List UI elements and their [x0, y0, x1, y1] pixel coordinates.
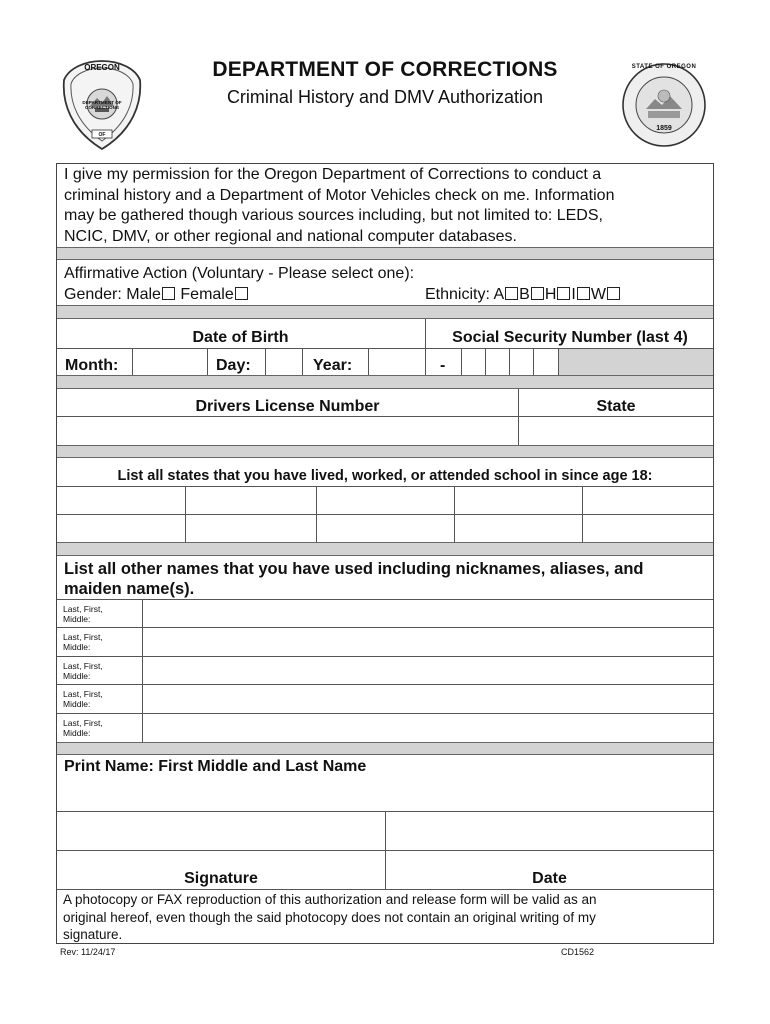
signature-field[interactable] [57, 812, 385, 850]
rule [57, 850, 713, 851]
month-field[interactable] [133, 349, 207, 375]
permission-text [64, 165, 709, 247]
page-subtitle: Criminal History and DMV Authorization [226, 87, 544, 107]
license-state-heading: State [596, 398, 636, 415]
permission-line: I give my permission for the Oregon Department of Corrections to conduct a [64, 166, 602, 183]
year-label: Year: [313, 357, 353, 374]
other-name-field[interactable] [143, 600, 713, 627]
print-name-label: Print Name: First Middle and Last Name [64, 758, 367, 775]
ethnicity-label: Ethnicity: [425, 286, 490, 303]
left-seal-bottom-text: OF [98, 132, 106, 138]
name-row-label-line: Middle: [63, 671, 91, 681]
state-entry-field[interactable] [455, 515, 582, 542]
male-checkbox[interactable] [162, 287, 175, 300]
revision-date: Rev: 11/24/17 [60, 947, 116, 957]
right-seal-year: 1859 [656, 125, 672, 132]
gender-label: Gender: [64, 286, 122, 303]
female-checkbox[interactable] [235, 287, 248, 300]
ethnicity-b-label: B [519, 286, 530, 303]
state-entry-field[interactable] [317, 487, 454, 514]
state-entry-field[interactable] [186, 487, 316, 514]
ssn-digit-1[interactable] [462, 349, 485, 375]
drivers-license-field[interactable] [57, 417, 518, 445]
ethnicity-a-label: A [493, 286, 505, 303]
disclaimer-line: signature. [63, 927, 123, 942]
name-row-label-line: Last, First, [63, 604, 103, 614]
ssn-heading: Social Security Number (last 4) [452, 329, 688, 346]
date-label: Date [532, 870, 567, 887]
name-row-label-line: Middle: [63, 728, 91, 738]
print-name-field[interactable] [57, 778, 713, 811]
permission-line: NCIC, DMV, or other regional and national computer databases. [64, 227, 517, 245]
gender-row [64, 285, 249, 306]
right-seal-ring-text: STATE OF OREGON [631, 64, 697, 70]
affirmative-action-heading: Affirmative Action (Voluntary - Please select one): [64, 265, 415, 282]
rule [425, 319, 426, 375]
male-label: Male [126, 286, 161, 303]
ethnicity-h-checkbox[interactable] [557, 287, 570, 300]
name-row-label [63, 689, 103, 709]
state-entry-field[interactable] [57, 515, 185, 542]
name-row-label-line: Middle: [63, 699, 91, 709]
day-label: Day: [216, 357, 251, 374]
dob-heading: Date of Birth [192, 329, 289, 346]
ssn-dash: - [440, 357, 446, 374]
rule [207, 349, 208, 375]
other-name-field[interactable] [143, 685, 713, 713]
left-seal-top-text: OREGON [84, 63, 120, 72]
ssn-digit-2[interactable] [486, 349, 509, 375]
signature-label: Signature [184, 870, 258, 887]
state-entry-field[interactable] [317, 515, 454, 542]
other-names-heading [64, 559, 644, 599]
section-divider [57, 542, 713, 556]
ethnicity-h-label: H [544, 286, 557, 303]
other-names-heading-line: maiden name(s). [64, 580, 195, 598]
name-row-label [63, 718, 103, 738]
ethnicity-b-checkbox[interactable] [531, 287, 544, 300]
state-entry-field[interactable] [583, 487, 713, 514]
disclaimer-line: original hereof, even though the said photocopy does not contain an original writing of my [63, 909, 596, 925]
section-divider [57, 445, 713, 458]
disclaimer-line: A photocopy or FAX reproduction of this authorization and release form will be valid as an [63, 892, 597, 907]
state-entry-field[interactable] [583, 515, 713, 542]
ssn-digit-4[interactable] [534, 349, 558, 375]
ethnicity-i-checkbox[interactable] [577, 287, 590, 300]
form-number: CD1562 [561, 947, 595, 957]
day-field[interactable] [266, 349, 302, 375]
other-name-field[interactable] [143, 714, 713, 742]
name-row-label-line: Middle: [63, 614, 91, 624]
other-name-field[interactable] [143, 657, 713, 684]
section-divider [57, 247, 713, 260]
other-names-heading-line: List all other names that you have used including nicknames, aliases, and [64, 560, 644, 578]
drivers-license-heading: Drivers License Number [195, 398, 380, 415]
ssn-digit-3[interactable] [510, 349, 533, 375]
name-row-label-line: Last, First, [63, 661, 103, 671]
section-divider [57, 375, 713, 389]
section-divider [57, 305, 713, 319]
photocopy-disclaimer [63, 891, 708, 944]
state-of-oregon-seal [621, 62, 707, 148]
ethnicity-a-checkbox[interactable] [505, 287, 518, 300]
female-label: Female [180, 286, 234, 303]
ethnicity-row [425, 285, 621, 306]
ssn-masked-area [559, 349, 713, 375]
ethnicity-w-label: W [590, 286, 606, 303]
section-divider [57, 742, 713, 755]
rule [57, 889, 713, 890]
other-name-field[interactable] [143, 628, 713, 656]
ethnicity-w-checkbox[interactable] [607, 287, 620, 300]
permission-line: may be gathered though various sources including, but not limited to: LEDS, [64, 207, 603, 224]
name-row-label-line: Middle: [63, 642, 91, 652]
permission-line: criminal history and a Department of Motor Vehicles check on me. Information [64, 186, 615, 204]
state-entry-field[interactable] [455, 487, 582, 514]
state-entry-field[interactable] [57, 487, 185, 514]
name-row-label [63, 604, 103, 624]
states-heading: List all states that you have lived, worked, or attended school in since age 18: [117, 468, 653, 484]
left-seal-ring-text: DEPARTMENT OF CORRECTIONS [82, 100, 122, 110]
license-state-field[interactable] [519, 417, 713, 445]
year-field[interactable] [369, 349, 425, 375]
date-field[interactable] [386, 812, 713, 850]
page-title: DEPARTMENT OF CORRECTIONS [212, 58, 558, 81]
name-row-label-line: Last, First, [63, 689, 103, 699]
ethnicity-i-label: I [571, 286, 576, 303]
month-label: Month: [65, 357, 119, 374]
rule [302, 349, 303, 375]
name-row-label [63, 632, 103, 652]
name-row-label [63, 661, 103, 681]
name-row-label-line: Last, First, [63, 632, 103, 642]
rule [558, 349, 559, 375]
name-row-label-line: Last, First, [63, 718, 103, 728]
state-entry-field[interactable] [186, 515, 316, 542]
